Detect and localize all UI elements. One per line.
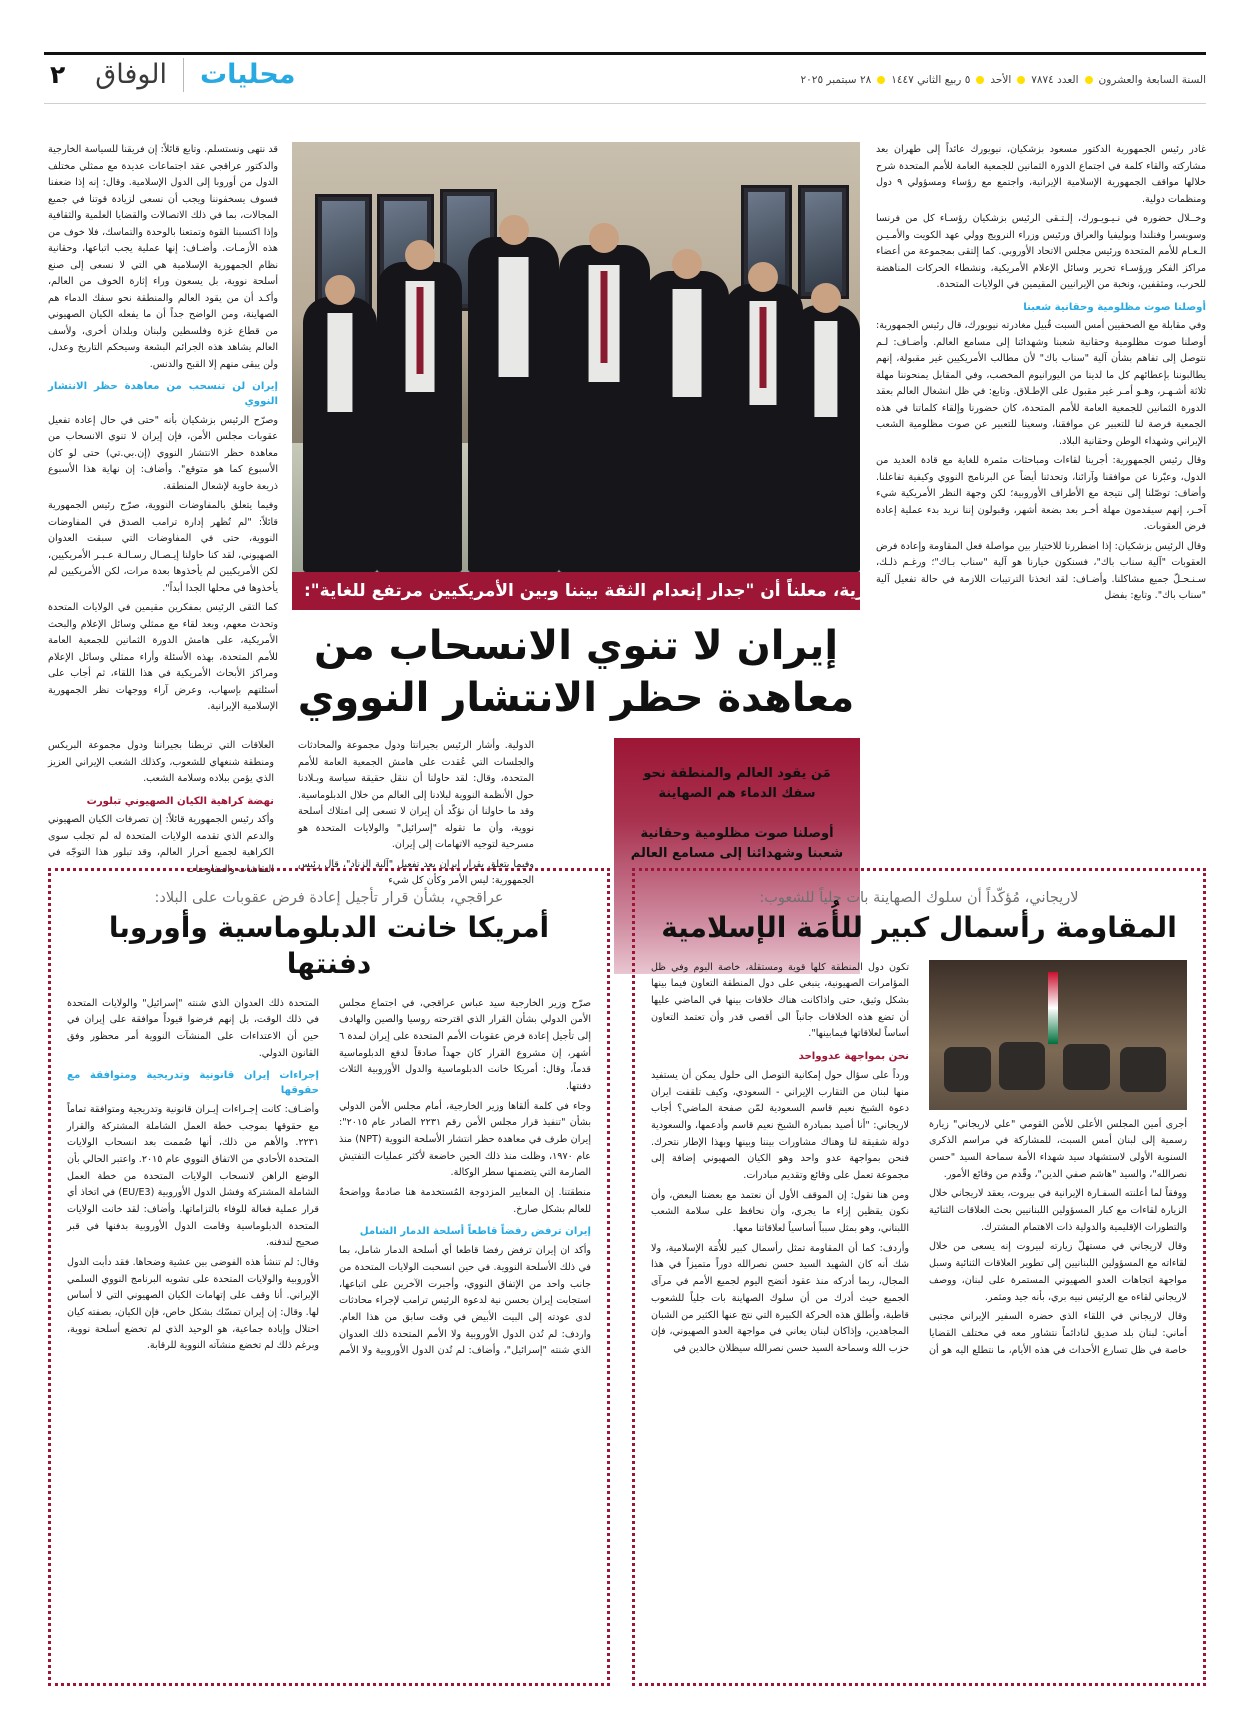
paragraph: وفيما يتعلق بالمفاوضات النووية، صرّح رئيس الجمهورية قائلاً: "لم تُظهر إدارة ترامب الصدق في المفاوضات النووية، حتى في المفاوضات التي سبقت العدوان الصهيوني، لقد كنا حاولنا إيـصـال رسـالـة عـبـر الأمريكيين، لكن الأمريكيين لم يأخذوها بعدة مرات، لكن الأمريكيين لم يأخذوها في محلها الجدا أبداً". [48, 500, 278, 594]
paragraph: وقال لاريجاني في اللقاء الذي حضره السفير الإيراني مجتبى أماني: لبنان بلد صديق لنادائماً نتشاور معه في مختلف القضايا خاصة في ظل تسارع الأحداث في هذه الأيام، ما نتطلع اليه هو أن تكون دول المنطقة كلها قوية ومستقلة، خاصة اليوم وفي ظل المؤامرات الصهيونية، ينبغي على دول المنطقة التعاون فيما بينها بشكل وثيق، حتى واذاكانت هناك خلافات بينها في الماضي عليها أن تضع هذه الخلافات جانباً الى أقصى قدر وأن تعتمد التعاون أساساً لعلاقاتها فيمابينها". [651, 961, 1187, 1356]
section-label-local: محليات [200, 59, 296, 90]
section-subhead: إجراءات إيران قانونية وتدريجية ومتوافقة مع حقوقها [67, 1070, 319, 1097]
paragraph: ومن هنا نقول: إن الموقف الأول أن نعتمد مع بعضنا البعض، وأن نكون يقظين إزاء ما يجري، وأن نحافظ على سلامة الشعب اللبناني، وهو بمثل سبباً أساسياً لعلاقاتنا معها. [651, 1189, 909, 1235]
paragraph: وقال الرئيس بزشكيان: إذا اضطررنا للاختيار بين مواصلة فعل المقاومة وإعادة فرض العقوبات "آلية سناب باك"، فسنكون خيارنا هو آلية "سناب بـاك"؛ ورغـم ذلـك، سـنـحـلّ جميع مشاكلنا. وأضـاف: لقد اتخذنا الترتيبات اللازمة في حالة تفعيل آلية "سناب باك". وتابع: بفضل [876, 540, 1206, 602]
paragraph: وصرّح الرئيس بزشكيان بأنه "حتى في حال إعادة تفعيل عقوبات مجلس الأمن، فإن إيران لا تنوي الانسحاب من معاهدة حظر الانتشار النووي (إن.بي.تي) حتى لو كان الأسبوع كما هو متوقع". وأضاف: إن نهاية هذا الأسبوع ذريعة خاوية لإشعال المنطقة. [48, 414, 278, 492]
paragraph: الدولية. وأشار الرئيس بجيرانتا ودول مجموعة والمحادثات والجلسات التي عُقدت على هامش الجمعية العامة للأمم المتحدة، وقال: لقد حاولنا أن ننقل حقيقة سياسة وبـلادنا حول الأنظمة النووية لبلادنا إلى العالم من خلال الدبلوماسية. وقد ما حاولنا أن نؤكّد أن إيران لا تسعى إلى امتلاك أسلحة نووية، وأن ما تقوله "إسرائيل" والولايات المتحدة هو مسرحية لتوجيه الاتهامات إلى إيران. [298, 740, 534, 850]
article-kicker: لاريجاني، مُؤكّداً أن سلوك الصهاينة بات جلياً للشعوب: [759, 890, 1079, 906]
masthead-dateline [801, 52, 1206, 86]
paragraph: غادر رئيس الجمهورية الدكتور مسعود بزشكيان، نيويورك عائداً إلى طهران بعد مشاركته والقاء كلمة في اجتماع الدورة الثمانين للجمعية العامة للأمم المتحدة شرح خلالها مواقف الجمهورية الإسلامية الإيرانية، واجتمع مع رؤساء ومسؤولي ٩ دول ومنظمات دولية. [876, 144, 1207, 205]
lead-column-far-left [48, 142, 278, 832]
dateline-hijri: ٥ ربيع الثاني ١٤٤٧ [891, 74, 971, 86]
masthead-divider [183, 58, 184, 92]
paragraph: وقال: لم تنشأ هذه الفوضى بين عشية وضحاها. فقد دأبت الدول الأوروبية والولايات المتحدة على تشويه البرنامج النووي السلمي الإيراني. أنا وقف على إتهامات الكيان الصهيوني التي لا أساس لها. وقال: إن إيران تمسّك بشكل خاص، فإن الكيان، بصفته كيان احتلال وإبادة جماعية، هو الوحيد الذي لم تخضع أسلحة نووية، وبرغم ذلك لم تخضع منشآته النووية للرقابة. [67, 1257, 319, 1352]
paragraph: وأكد رئيس الجمهورية قائلاً: إن تصرفات الكيان الصهيوني والدعم الذي تقدمه الولايات المتحدة له لم تجلب سوى الكراهية لجميع أحرار العالم، وقد تبلور هذا التوجّه في النقاشات والمفاوضات [48, 814, 274, 875]
lead-lower-column-third [48, 738, 274, 881]
section-subhead: أوصلنا صوت مظلومية وحقانية شعبنا [1023, 301, 1206, 313]
article-body [651, 960, 1187, 1360]
masthead [44, 52, 1206, 100]
lead-article [44, 142, 1207, 886]
paragraph: العلاقات التي تربطنا بجيراننا ودول مجموعة البريكس ومنطقة شنغهاي للشعوب، وكذلك الشعب الإيراني العزيز الذي يؤمن ببلاده وسلامة الشعب. [48, 740, 274, 784]
paragraph: وقال لاريجاني في مستهلّ زيارته لبيروت إنه يسعى من خلال لقاءاته مع المسؤولين اللبنانيين إلى تطوير العلاقات الثنائية وسبل مواجهة اتجاهات العدو الصهيوني المستمرة على لبنان، ووصف لاريجاني لقاءه مع الرئيس نبيه بري، بأنه جيد ومثمر. [929, 1241, 1187, 1303]
masthead-section-group [44, 52, 312, 98]
paragraph: وفيما يتعلق بقرار إيران بعد تفعيل "آلية الزناد"، قال رئيس الجمهورية: ليس الأمر وكأن كل شيء [298, 858, 534, 886]
paragraph: وجاء في كلمة ألقاها وزير الخارجية، أمام مجلس الأمن الدولي بشأن "تنفيذ قرار مجلس الأمن رقم ٢٢٣١ الصادر عام ٢٠١٥": إيران طرف في معاهدة حظر انتشار الأسلحة النووية (NPT) منذ عام ١٩٧٠، وظلت منذ ذلك الحين خاضعة لأكثر عمليات التفتيش الصارمة التي يتضمنها سطر الوكالة. [339, 1100, 592, 1179]
lead-photo [292, 142, 860, 572]
bullet-dot-icon [1017, 76, 1025, 84]
lead-photo-art [292, 142, 860, 572]
paragraph: كما التقى الرئيس بمفكرين مقيمين في الولايات المتحدة وتحدث معهم، وبعد لقاء مع ممثلي وسائل الإعلام والبحث الأمريكية، على هامش الدورة الثمانين للجمعية العامة للأمم المتحدة، بهذه الأسئلة وأراء ممثلي وسائل الإعلام ومراكز الأبحاث الأمريكية في هذا اللقاء، ثم أجاب على أسئلتهم بإسهاب، وعرض آراء ووجهات نظر الجمهورية الإسلامية الإيرانية. [48, 602, 278, 713]
article-resistance [632, 868, 1206, 1686]
paragraph: وفي مقابلة مع الصحفيين أمس السبت قُبيل مغادرته نيويورك، قال رئيس الجمهورية: أوصلنا صوت مظلومية وحقانية شعبنا وشهدائنا إلى مسامع العالم. وأضـاف: لـم نتوصل إلى تفاهم بشأن آلية "سناب باك" لأن مطالب الأمريكيين غير مقبولة، إنهم يطالبوننا بإعطائهم كل ما لدينا من اليورانيوم المخصب، وفي المقابل يمنحوننا مهلة ثلاثة أشـهـر، وهـو أمـر غير مقبول على الإطـلاق. وتابع: في ظل انشغال العالم بعقد الدورة الثمانين للجمعية العامة للأمم المتحدة، كان حضورنا وإلقاء كلماتنا في هذه الجمعية فرصة لنا للتعبير عن موافقنا، وسعينا للتعبير عن صوت مظلومية الشعب الإيراني وشهداء الوطن وحقانية البلاد. [876, 320, 1206, 447]
page-number: ٢ [50, 60, 66, 89]
article-headline: المقاومة رأسمال كبير للأُمَة الإسلامية [661, 910, 1177, 944]
dateline-year: السنة السابعة والعشرون [1098, 74, 1206, 86]
pull-quote-1: مَن يقود العالم والمنطقة نحو سفك الدماء هم الصهاينة [643, 766, 831, 802]
bullet-dot-icon [1085, 76, 1093, 84]
publication-name: الوفاق [95, 59, 168, 90]
article-kicker: عراقجي، بشأن قرار تأجيل إعادة فرض عقوبات على البلاد: [154, 890, 504, 906]
article-photo [929, 960, 1187, 1110]
bullet-dot-icon [976, 76, 984, 84]
section-subhead: إيران ترفض رفضاً قاطعاً أسلحة الدمار الشامل [359, 1226, 591, 1238]
paragraph: وقال رئيس الجمهورية: أجرينا لقاءات ومباحثات مثمرة للغاية مع قادة العديد من الدول، وعبّرنا عن موافقنا وآرائنا، وتحدثنا أيضاً عن البرنامج النووي وكيفية تفاعلنا. وأضاف: توصّلنا إلى نتيجة مع الأطراف الأوروبية؛ لكن وجهة النظر الأمريكية شيء آخـر، إنهم سيقدمون مهلة أخـر بعد بضعة أشهر، وقبولون إننا نريد بدء عملية إعادة فرض العقوبات. [876, 455, 1206, 533]
article-headline: أمريكا خانت الدبلوماسية وأوروبا دفنتها [108, 910, 550, 980]
pull-quote-2: أوصلنا صوت مظلومية وحقانية شعبنا وشهدائنا إلى مسامع العالم [630, 826, 844, 862]
paragraph: أجرى أمين المجلس الأعلى للأمن القومي "علي لاريجاني" زيارة رسمية إلى لبنان أمس السبت، للمشاركة في مراسم الذكرى السنوية الأولى لاستشهاد سيد شهداء الأمة سماحة السيد "حسن نصرالله"، والسيد "هاشم صفي الدين"، وقّدم من وقائع الأمور. [929, 1118, 1187, 1180]
bottom-articles [44, 868, 1206, 1686]
paragraph: وأردف: كما أن المقاومة تمثل رأسمال كبير للأُمَة الإسلامية، ولا شك أنه كان الشهيد السيد حسن نصرالله دوراً متميزاً في هذا المجال، ربما أدركه منذ عقود أتضح اليوم لجميع الأمم في مرآى الجميع حيث أدرك من أن سلوك الصهاينة بات جلياً للشعوب قاطبة، وأطلق هذه الحركة الكبيرة التي نتج عنها الكثير من الشبان المجاهدين، وإذاكان لبنان يعاني في مواجهة العدو الصهيوني، فإن حزب الله وسماحة السيد حسن نصرالله سيظلان خالدين في [651, 1242, 909, 1354]
dateline-gregorian: ٢٨ سبتمبر ٢٠٢٥ [800, 74, 872, 86]
paragraph: وخــلال حضوره في نـيـويـورك، إلـتـقى الرئيس بزشكيان رؤسـاء كل من فرنسا وسويسرا وفنلندا وبوليفيا والعراق ورئيس وزراء النرويج وولي عهد الكويت والأمـيـن الـعـام للأمم المتحدة ورئيس مجلس الاتحاد الأوروبي. كما إلتقى بمجموعة من أعضاء مراكز الفكر ورؤسـاء تحرير وسائل الإعلام الأمريكية، ونشطاء الحركات المناهضة للحرب، ومثقفين، ونخبة من الإيرانيين المقيمين في الولايات المتحدة. [876, 213, 1206, 290]
bullet-dot-icon [877, 76, 885, 84]
paragraph: قد نتهى ونستسلم. وتابع قائلاً: إن فريقنا للسياسة الخارجية والدكتور عراقجي عقد اجتماعات عديدة مع ممثلي مختلف الدول من أوروبا إلى الدول الإسلامية. وقال: إنه إذا ضعفنا فسوف يسخفوننا ويجب أن نسعى لزيادة قوتنا في جميع المجالات، بما في ذلك الاتصالات والقضايا العلمية والثقافية وإذا اكتسبنا القوة وتمتعنا بالوحدة والتماسك، فلا خوف من هذه الأزمـات. وأضـاف: إنها عملية يجب اتباعها، وحقانية نظام الجمهورية الإسلامية هي التي لا نسعى إلى صنع أسلحة نووية، بل يسعون وراء إثارة الخوف من العالم، وأكـد أن من يقود العالم والمنطقة نحو سفك الدماء هم الصهاينة، ومن الواضح جداً أن ما يفعله الكيان الصهيوني من قطاع غزة وفلسطين ولبنان وبلدان أخرى، ولأسف العالم يشاهد هذه الجرائم البشعة وسيحكم التاريخ وعدل، ولن يبقى منهم إلا القبح والدنس. [48, 144, 278, 370]
article-diplomacy [48, 868, 610, 1686]
paragraph: صرّح وزير الخارجية سيد عباس عراقجي، في اجتماع مجلس الأمن الدولي بشأن القرار الذي اقترحته روسيا والصين والهادف إلى تأجيل إعادة فرض عقوبات الأمم المتحدة على إيران لمدة ٦ أشهر، إن مشروع القرار كان جهداً صادقاً لدفع الدبلوماسية قدماً، وقال: أمريكا خانت الدبلوماسية والدول الأوروبية الثلاث دفنتها. [339, 997, 591, 1092]
dateline-issue: العدد ٧٨٧٤ [1031, 74, 1079, 86]
section-subhead: نهضة كراهية الكيان الصهيوني تبلورت [86, 795, 274, 807]
lead-column-right [876, 142, 1206, 832]
section-subhead: نحن بمواجهة عدوواحد [798, 1051, 909, 1063]
masthead-bottom-rule [44, 103, 1206, 104]
section-subhead: إيران لن تنسحب من معاهدة حظر الانتشار النووي [48, 381, 278, 407]
lead-photo-caption: رئيس الجمهورية، معلناً أن "جدار إنعدام الثقة بيننا وبين الأمريكيين مرتفع للغاية": [292, 572, 860, 610]
dateline-weekday: الأحد [990, 74, 1012, 86]
paragraph: منطقتنا. إن المعايير المزدوجة المُستخدمة هنا صادمةٌ وواضحةٌ للعالم بشكل صارخ. [339, 1187, 591, 1215]
paragraph: وأضـاف: كانت إجـراءات إيـران قانونية وتدريجية ومتوافقة تماماً مع حقوقها بموجب خطة العمل الشاملة المشتركة والقرار ٢٢٣١. والأهم من ذلك، أنها ضُممت بعد انسحاب الولايات المتحدة الأحادي من الاتفاق النووي عام ٢٠١٥. واعتبر الحالي بأن الوضع الراهن لانسحاب الولايات المتحدة من خطة العمل الشاملة المشتركة وفشل الدول الأوروبية (EU/E3) في اتخاذ أي قرار عملية فعالة للوفاء بالتزاماتها. وأضاف: لقد خانت الولايات المتحدة الدبلوماسية وقامت الدول الأوروبية بدفنها في قبر صحيح لندفنه. [67, 1103, 319, 1249]
paragraph: ورداً على سؤال حول إمكانية التوصل الى حلول يمكن أن يستفيد منها لبنان من التقارب الإيراني - السعودي، وكيف تلقفت ايران دعوة الشيخ نعيم قاسم السعودية لمّن صفحة الماضي؟ أجاب لاريجاني: "أنا أصيد بمبادرة الشيخ نعيم قاسم وأدعمها، والسعودية دولة شقيقة لنا وهناك مشاورات بيننا وبينها وبهذا الإطار نتحرك. فنحن بمواجهة عدو واحد وهو الكيان الصهيوني إضافة إلى مجموعة تعمل على وقائع وتقديم مبادرات. [651, 1069, 909, 1182]
article-body [67, 996, 591, 1361]
lead-headline: إيران لا تنوي الانسحاب من معاهدة حظر الانتشار النووي [297, 623, 855, 721]
paragraph: ووفقاً لما أعلنته السفـارة الإيرانية في بيروت، يعقد لاريجاني خلال الزيارة لقاءات مع كبار المسؤولين اللبنانيين بحث العلاقات الثنائية والتطورات الإقليمية والدولية ذات الاهتمام المشترك. [929, 1188, 1187, 1233]
paragraph: وأكد ان إيران ترفض رفضا قاطعا أي أسلحة الدمار شامل، بما في ذلك الأسلحة النووية. في حين انسحبت الولايات المتحدة من جانب واحد من الإتفاق النووي، وأجبرت الآخرين على اتباعها، استجابت إيران بحسن نية لدعوة الرئيس ترامب لإجراء محادثات لدى عودته إلى البيت الأبيض في وقت سابق من هذا العام. واردف: لم تُدن الدول الأوروبية ولا الأمم المتحدة ذلك العدوان الذي شنته "إسرائيل"، وأضاف: لم تُدن الدول الأوروبية ولا الأمم المتحدة ذلك العدوان الذي شنته "إسرائيل" والولايات المتحدة في ذلك الوقت، بل إنهم فرضوا قيوداً موافقة على إيران في حين أن الاعتداءات على المنشآت النووية أمر محظور وفق القانون الدولي. [67, 997, 591, 1357]
